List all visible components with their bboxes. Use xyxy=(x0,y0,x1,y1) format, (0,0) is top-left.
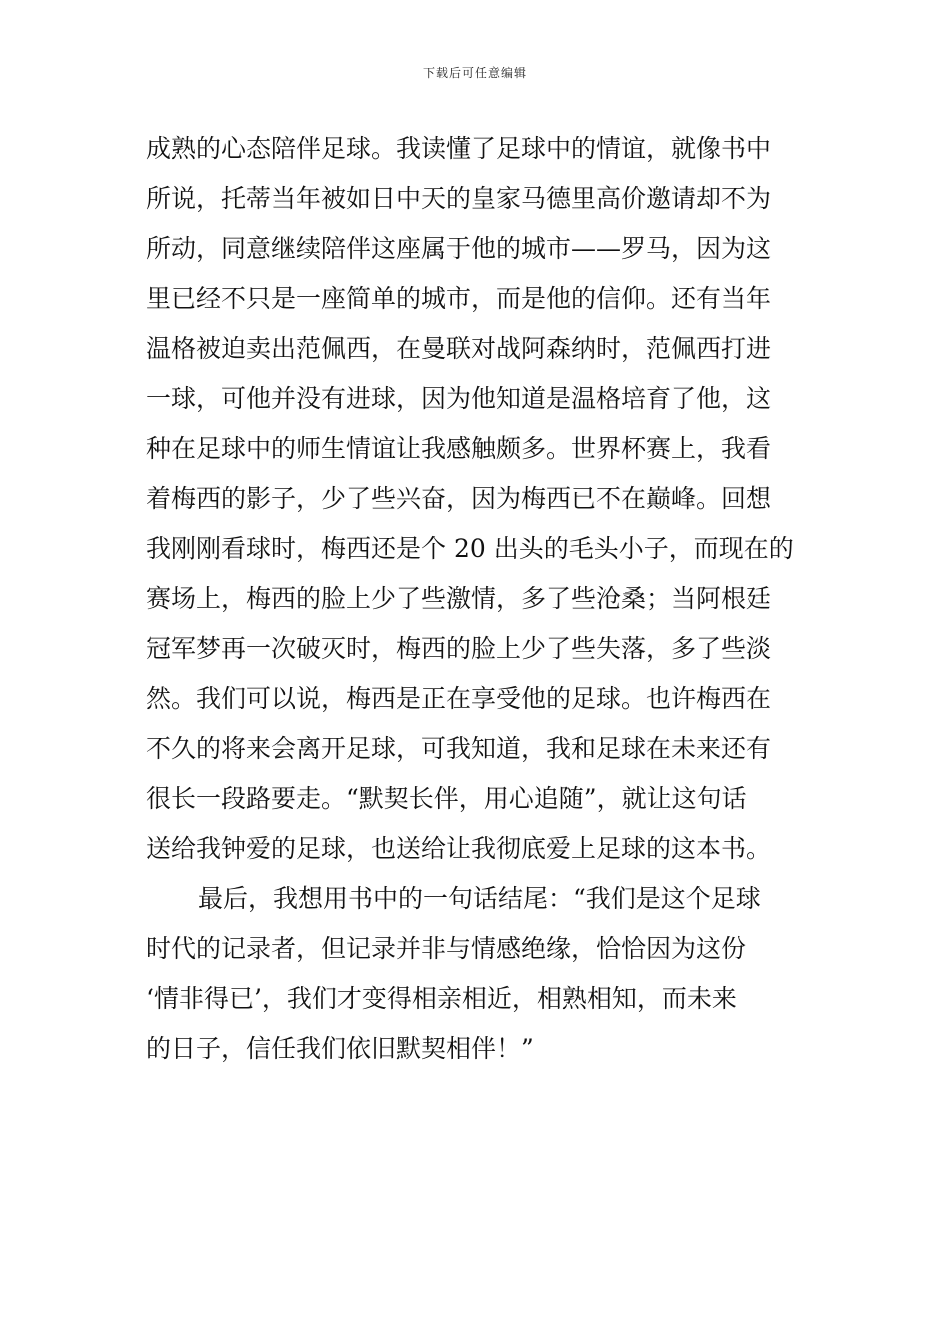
text-line: 一球，可他并没有进球，因为他知道是温格培育了他，这 xyxy=(146,384,772,413)
text-line: 很长一段路要走。“默契长伴，用心追随”，就让这句话 xyxy=(146,784,747,813)
text-line: 冠军梦再一次破灭时，梅西的脸上少了些失落，多了些淡 xyxy=(146,634,772,663)
text-line: 成熟的心态陪伴足球。我读懂了足球中的情谊，就像书中 xyxy=(146,134,772,163)
text-line: 然。我们可以说，梅西是正在享受他的足球。也许梅西在 xyxy=(146,684,772,713)
text-line: 时代的记录者，但记录并非与情感绝缘，恰恰因为这份 xyxy=(146,934,747,963)
paragraph-1 xyxy=(146,124,808,874)
text-line: 不久的将来会离开足球，可我知道，我和足球在未来还有 xyxy=(146,734,772,763)
text-line: 的日子，信任我们依旧默契相伴！” xyxy=(146,1034,534,1063)
text-line: 所说，托蒂当年被如日中天的皇家马德里高价邀请却不为 xyxy=(146,184,772,213)
page-header: 下载后可任意编辑 xyxy=(422,66,527,80)
document-body xyxy=(146,124,808,1074)
text-line: 赛场上，梅西的脸上少了些激情，多了些沧桑；当阿根廷 xyxy=(146,584,772,613)
text-line: 里已经不只是一座简单的城市，而是他的信仰。还有当年 xyxy=(146,284,772,313)
text-line: ‘情非得已’，我们才变得相亲相近，相熟相知，而未来 xyxy=(146,984,737,1013)
text-line: 所动，同意继续陪伴这座属于他的城市——罗马，因为这 xyxy=(146,234,772,263)
text-line: 我刚刚看球时，梅西还是个 20 出头的毛头小子，而现在的 xyxy=(146,534,794,563)
text-line: 温格被迫卖出范佩西，在曼联对战阿森纳时，范佩西打进 xyxy=(146,334,772,363)
paragraph-2 xyxy=(146,874,808,1074)
text-line: 着梅西的影子，少了些兴奋，因为梅西已不在巅峰。回想 xyxy=(146,484,772,513)
text-line: 种在足球中的师生情谊让我感触颇多。世界杯赛上，我看 xyxy=(146,434,772,463)
text-line: 送给我钟爱的足球，也送给让我彻底爱上足球的这本书。 xyxy=(146,834,772,863)
text-line: 最后，我想用书中的一句话结尾：“我们是这个足球 xyxy=(198,884,761,913)
